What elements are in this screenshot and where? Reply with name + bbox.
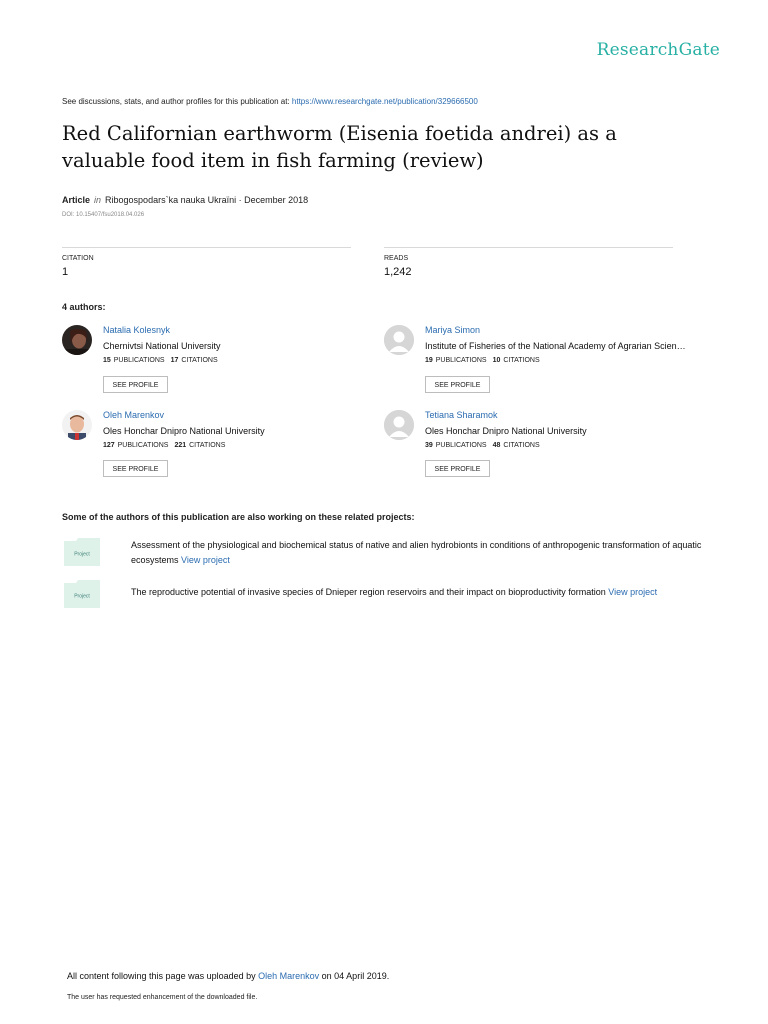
default-avatar-icon	[384, 410, 414, 440]
author-name-link[interactable]: Tetiana Sharamok	[425, 410, 498, 420]
citations-label: CITATIONS	[503, 357, 540, 364]
citation-count: 1	[62, 266, 69, 278]
project-icon-label: Project	[74, 551, 90, 558]
citation-divider	[62, 247, 351, 248]
researchgate-logo[interactable]: ResearchGate	[596, 40, 720, 60]
see-profile-button[interactable]: SEE PROFILE	[103, 460, 168, 477]
author-avatar[interactable]	[384, 325, 414, 355]
project-title: The reproductive potential of invasive species of Dnieper region reservoirs and their impact on bioproductivity formation	[131, 587, 606, 597]
publication-url-link[interactable]: https://www.researchgate.net/publication/329666500	[291, 97, 478, 106]
project-title: Assessment of the physiological and biochemical status of native and alien hydrobionts in conditions of anthropogenic transformation of aquatic ecosystems	[131, 540, 702, 565]
citations-count: 10	[492, 357, 501, 364]
project-folder-icon	[64, 580, 100, 608]
doi-text: DOI: 10.15407/fsu2018.04.026	[62, 212, 145, 218]
citation-label: CITATION	[62, 255, 94, 262]
journal-date: Ribogospodars`ka nauka Ukraïni · December 2018	[105, 195, 309, 205]
project-item	[131, 585, 731, 600]
article-type: Article	[62, 195, 91, 205]
author-avatar[interactable]	[62, 325, 92, 355]
see-profile-button[interactable]: SEE PROFILE	[103, 376, 168, 393]
see-discussions-text: See discussions, stats, and author profiles for this publication at:	[62, 97, 292, 106]
author-photo-icon	[62, 410, 92, 440]
publications-label: PUBLICATIONS	[435, 357, 487, 364]
citations-label: CITATIONS	[189, 442, 226, 449]
reads-count: 1,242	[384, 266, 412, 278]
publications-count: 39	[425, 442, 433, 449]
default-avatar-icon	[384, 325, 414, 355]
see-discussions-line	[62, 97, 478, 106]
publication-meta	[62, 195, 308, 205]
publications-label: PUBLICATIONS	[113, 357, 165, 364]
citations-label: CITATIONS	[181, 357, 218, 364]
see-profile-button[interactable]: SEE PROFILE	[425, 460, 490, 477]
view-project-link[interactable]: View project	[181, 555, 230, 565]
citations-label: CITATIONS	[503, 442, 540, 449]
author-avatar[interactable]	[62, 410, 92, 440]
author-stats	[425, 442, 540, 449]
author-stats	[103, 442, 225, 449]
citations-count: 48	[492, 442, 501, 449]
citations-count: 17	[170, 357, 179, 364]
upload-note	[67, 971, 389, 981]
publication-title: Red Californian earthworm (Eisenia foetida andrei) as a valuable food item in fish farming (review)	[62, 122, 617, 172]
publications-label: PUBLICATIONS	[117, 442, 169, 449]
upload-suffix: on 04 April 2019.	[319, 971, 390, 981]
upload-prefix: All content following this page was uploaded by	[67, 971, 259, 981]
author-avatar[interactable]	[384, 410, 414, 440]
related-projects-heading: Some of the authors of this publication are also working on these related projects:	[62, 512, 415, 522]
author-stats	[425, 357, 540, 364]
uploader-link[interactable]: Oleh Marenkov	[258, 971, 320, 981]
reads-divider	[384, 247, 673, 248]
author-institution: Oles Honchar Dnipro National University	[425, 426, 587, 436]
project-item	[131, 538, 721, 568]
project-folder-icon	[64, 538, 100, 566]
citations-count: 221	[174, 442, 187, 449]
author-photo-icon	[62, 325, 92, 355]
author-name-link[interactable]: Oleh Marenkov	[103, 410, 165, 420]
enhancement-note: The user has requested enhancement of the downloaded file.	[67, 994, 258, 1001]
publications-label: PUBLICATIONS	[435, 442, 487, 449]
publications-count: 19	[425, 357, 433, 364]
author-stats	[103, 357, 218, 364]
author-institution: Chernivtsi National University	[103, 341, 221, 351]
project-icon-label: Project	[74, 593, 90, 600]
in-word: in	[94, 195, 102, 205]
publications-count: 15	[103, 357, 111, 364]
view-project-link[interactable]: View project	[608, 587, 658, 597]
author-name-link[interactable]: Natalia Kolesnyk	[103, 325, 171, 335]
publications-count: 127	[103, 442, 115, 449]
authors-heading: 4 authors:	[62, 302, 106, 312]
author-institution: Oles Honchar Dnipro National University	[103, 426, 265, 436]
see-profile-button[interactable]: SEE PROFILE	[425, 376, 490, 393]
author-name-link[interactable]: Mariya Simon	[425, 325, 481, 335]
reads-label: READS	[384, 255, 409, 262]
author-institution: Institute of Fisheries of the National Academy of Agrarian Scien…	[425, 341, 686, 351]
